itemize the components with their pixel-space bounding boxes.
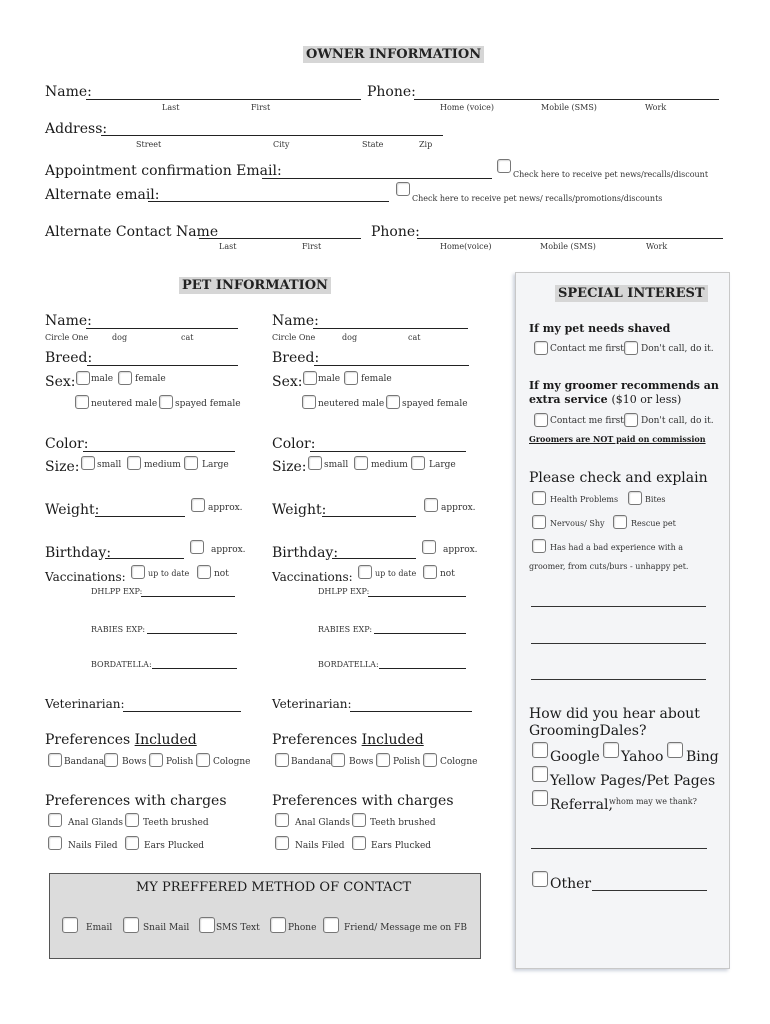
pet1-bordatella-label: BORDATELLA: [91, 660, 152, 669]
pet1-color-field[interactable] [83, 451, 235, 452]
bad-experience-label-2: groomer, from cuts/burs - unhappy pet. [529, 562, 689, 571]
pet1-name-field[interactable] [86, 328, 238, 329]
address-state-hint: State [362, 140, 384, 149]
pet1-teeth-checkbox[interactable] [125, 813, 139, 827]
pet1-small-label: small [97, 460, 122, 470]
pet2-included-word: Included [361, 732, 424, 748]
alternate-contact-first-hint: First [302, 242, 322, 251]
pet2-up-to-date-label: up to date [375, 569, 417, 578]
pet1-sex-label: Sex: [45, 374, 76, 390]
pet1-included-word: Included [134, 732, 197, 748]
pet1-weight-approx-label: approx. [208, 503, 243, 513]
pet2-ears-checkbox[interactable] [352, 836, 366, 850]
pet2-male-checkbox[interactable] [303, 371, 317, 385]
pet2-cologne-label: Cologne [440, 757, 478, 767]
pet2-large-checkbox[interactable] [411, 456, 425, 470]
google-checkbox[interactable] [532, 742, 548, 758]
pet2-anal-checkbox[interactable] [275, 813, 289, 827]
pet2-polish-checkbox[interactable] [376, 753, 390, 767]
pet2-circle-one: Circle One [272, 333, 316, 342]
pet-column-2 [272, 0, 495, 870]
pet-information-heading: PET INFORMATION [179, 277, 331, 294]
pet1-small-checkbox[interactable] [81, 456, 95, 470]
pet1-pref-charges-heading: Preferences with charges [45, 793, 227, 809]
news-checkbox-2-label: Check here to receive pet news/ recalls/promotions/discounts [412, 194, 663, 203]
pet2-medium-checkbox[interactable] [354, 456, 368, 470]
pet1-large-label: Large [202, 460, 229, 470]
contact-email-checkbox[interactable] [62, 917, 78, 933]
pet1-vaccinations-label: Vaccinations: [45, 570, 126, 584]
owner-address-label: Address: [45, 121, 108, 137]
pet2-bows-checkbox[interactable] [331, 753, 345, 767]
pet2-weight-approx-checkbox[interactable] [424, 498, 438, 512]
pet1-spayed-label: spayed female [175, 399, 241, 409]
pet2-size-label: Size: [272, 459, 307, 475]
pet1-neutered-checkbox[interactable] [75, 395, 89, 409]
shaved-dont-call-checkbox[interactable] [624, 341, 638, 355]
pet1-nails-label: Nails Filed [68, 841, 118, 851]
rescue-pet-label: Rescue pet [631, 519, 676, 528]
alternate-phone-work-hint: Work [646, 242, 668, 251]
pet1-bordatella-field[interactable] [152, 668, 237, 669]
pet2-bordatella-label: BORDATELLA: [318, 660, 379, 669]
alternate-phone-label: Phone: [371, 224, 420, 240]
pet1-medium-label: medium [144, 460, 181, 470]
alternate-phone-mobile-hint: Mobile (SMS) [540, 242, 596, 251]
explain-line-3[interactable] [531, 679, 706, 680]
pet1-breed-field[interactable] [87, 365, 238, 366]
pet1-rabies-label: RABIES EXP: [91, 625, 146, 634]
pet2-up-to-date-checkbox[interactable] [358, 565, 372, 579]
pet1-birthday-label: Birthday: [45, 545, 112, 561]
pet1-weight-label: Weight: [45, 502, 100, 518]
pet1-ears-checkbox[interactable] [125, 836, 139, 850]
pet-column-1 [45, 0, 265, 870]
pet2-birthday-approx-checkbox[interactable] [422, 540, 436, 554]
pet2-birthday-field[interactable] [332, 558, 416, 559]
pet2-cat-option[interactable]: cat [408, 333, 421, 342]
preferred-contact-heading: MY PREFFERED METHOD OF CONTACT [136, 880, 412, 895]
pet2-birthday-label: Birthday: [272, 545, 339, 561]
shaved-contact-first-checkbox[interactable] [534, 341, 548, 355]
pet2-neutered-label: neutered male [318, 399, 385, 409]
other-line[interactable] [592, 890, 707, 891]
pet1-color-label: Color: [45, 436, 89, 452]
pet2-breed-label: Breed: [272, 350, 320, 366]
pet1-breed-label: Breed: [45, 350, 93, 366]
bad-experience-label-1: Has had a bad experience with a [550, 543, 684, 552]
pet2-bandana-checkbox[interactable] [275, 753, 289, 767]
explain-line-1[interactable] [531, 606, 706, 607]
pet2-anal-label: Anal Glands [295, 818, 351, 828]
yellow-pages-checkbox[interactable] [532, 766, 548, 782]
special-interest-heading: SPECIAL INTEREST [555, 285, 708, 302]
pet1-male-checkbox[interactable] [76, 371, 90, 385]
alternate-email-label: Alternate email: [45, 187, 160, 203]
referral-label: Referral, [550, 797, 613, 813]
pet1-dhlpp-label: DHLPP EXP: [91, 587, 143, 596]
owner-information-heading: OWNER INFORMATION [303, 46, 484, 63]
extra-service-question [529, 379, 719, 407]
pet2-weight-label: Weight: [272, 502, 327, 518]
pet2-teeth-checkbox[interactable] [352, 813, 366, 827]
pet1-anal-label: Anal Glands [68, 818, 124, 828]
alternate-contact-last-hint: Last [219, 242, 237, 251]
pet2-bows-label: Bows [349, 757, 374, 767]
alternate-phone-home-hint: Home(voice) [440, 242, 492, 251]
pet2-vaccinations-label: Vaccinations: [272, 570, 353, 584]
address-city-hint: City [273, 140, 290, 149]
pet1-teeth-label: Teeth brushed [143, 818, 209, 828]
pet1-nails-checkbox[interactable] [48, 836, 62, 850]
pet1-birthday-approx-label: approx. [211, 545, 246, 555]
explain-line-2[interactable] [531, 643, 706, 644]
contact-friend-label: Friend/ Message me on FB [344, 923, 467, 933]
pet1-bandana-label: Bandana [64, 757, 105, 767]
owner-name-label: Name: [45, 84, 92, 100]
pet1-cat-option[interactable]: cat [181, 333, 194, 342]
bad-experience-checkbox[interactable] [532, 539, 546, 553]
pet1-bows-label: Bows [122, 757, 147, 767]
confirmation-email-label: Appointment confirmation Email: [45, 163, 282, 179]
pet1-not-checkbox[interactable] [197, 565, 211, 579]
pet1-spayed-checkbox[interactable] [159, 395, 173, 409]
contact-email-label: Email [86, 923, 113, 933]
pet2-weight-field[interactable] [322, 516, 416, 517]
pet2-not-checkbox[interactable] [423, 565, 437, 579]
pet1-circle-one: Circle One [45, 333, 89, 342]
pet2-small-checkbox[interactable] [308, 456, 322, 470]
pet2-breed-field[interactable] [314, 365, 469, 366]
pet1-polish-label: Polish [166, 757, 194, 767]
news-checkbox-1-label: Check here to receive pet news/recalls/discount [513, 170, 709, 179]
commission-note: Groomers are NOT paid on commission [529, 434, 706, 444]
pet1-birthday-field[interactable] [105, 558, 184, 559]
address-street-hint: Street [136, 140, 162, 149]
pet2-name-field[interactable] [313, 328, 468, 329]
referral-checkbox[interactable] [532, 790, 548, 806]
pet2-vet-label: Veterinarian: [272, 697, 352, 711]
pet1-medium-checkbox[interactable] [127, 456, 141, 470]
pet2-nails-checkbox[interactable] [275, 836, 289, 850]
pet2-dhlpp-label: DHLPP EXP: [318, 587, 370, 596]
pet2-male-label: male [318, 374, 341, 384]
rescue-pet-checkbox[interactable] [613, 515, 627, 529]
pet2-bandana-label: Bandana [291, 757, 332, 767]
contact-snail-mail-label: Snail Mail [143, 923, 190, 933]
please-check-explain: Please check and explain [529, 470, 708, 486]
bing-checkbox[interactable] [667, 742, 683, 758]
pet2-cologne-checkbox[interactable] [423, 753, 437, 767]
pet2-pref-included-heading [272, 732, 424, 748]
address-zip-hint: Zip [419, 140, 433, 149]
contact-friend-checkbox[interactable] [323, 917, 339, 933]
special-interest-panel [515, 272, 730, 969]
pet2-dhlpp-field[interactable] [368, 596, 466, 597]
alternate-contact-label: Alternate Contact Name [45, 224, 219, 240]
pet1-size-label: Size: [45, 459, 80, 475]
referral-line[interactable] [531, 848, 707, 849]
nervous-shy-checkbox[interactable] [532, 515, 546, 529]
contact-phone-checkbox[interactable] [270, 917, 286, 933]
pet2-ears-label: Ears Plucked [371, 841, 432, 851]
contact-sms-label: SMS Text [216, 923, 260, 933]
pet1-vet-label: Veterinarian: [45, 697, 125, 711]
pet1-vet-field[interactable] [123, 711, 241, 712]
yahoo-label: Yahoo [621, 749, 664, 765]
pet2-color-field[interactable] [310, 451, 466, 452]
pet1-pref-label: Preferences [45, 732, 131, 748]
pet2-small-label: small [324, 460, 349, 470]
owner-phone-work-hint: Work [645, 103, 667, 112]
pet1-female-checkbox[interactable] [118, 371, 132, 385]
owner-phone-home-hint: Home (voice) [440, 103, 495, 112]
referral-sub-label: whom may we thank? [609, 797, 697, 806]
google-label: Google [550, 749, 600, 765]
pet2-rabies-label: RABIES EXP: [318, 625, 373, 634]
pet1-male-label: male [91, 374, 114, 384]
pet2-spayed-label: spayed female [402, 399, 468, 409]
health-problems-label: Health Problems [550, 495, 619, 504]
pet1-dog-option[interactable]: dog [112, 333, 128, 342]
pet1-birthday-approx-checkbox[interactable] [190, 540, 204, 554]
owner-phone-mobile-hint: Mobile (SMS) [541, 103, 597, 112]
pet2-color-label: Color: [272, 436, 316, 452]
contact-phone-label: Phone [288, 923, 317, 933]
pet1-bows-checkbox[interactable] [104, 753, 118, 767]
yahoo-checkbox[interactable] [603, 742, 619, 758]
bites-checkbox[interactable] [628, 491, 642, 505]
pet2-sex-label: Sex: [272, 374, 303, 390]
pet1-neutered-label: neutered male [91, 399, 158, 409]
pet1-pref-included-heading [45, 732, 197, 748]
owner-name-last-hint: Last [162, 103, 180, 112]
pet2-name-label: Name: [272, 313, 319, 329]
pet2-weight-approx-label: approx. [441, 503, 476, 513]
pet2-pref-label: Preferences [272, 732, 358, 748]
extra-contact-first-checkbox[interactable] [534, 413, 548, 427]
pet2-dog-option[interactable]: dog [342, 333, 358, 342]
owner-phone-label: Phone: [367, 84, 416, 100]
extra-dont-call-checkbox[interactable] [624, 413, 638, 427]
pet2-female-checkbox[interactable] [344, 371, 358, 385]
preferred-contact-panel [49, 873, 481, 959]
pet1-bandana-checkbox[interactable] [48, 753, 62, 767]
pet1-name-label: Name: [45, 313, 92, 329]
extra-dont-call-label: Don't call, do it. [641, 416, 714, 426]
pet1-dhlpp-field[interactable] [141, 596, 235, 597]
pet2-rabies-field[interactable] [374, 633, 466, 634]
pet2-female-label: female [361, 374, 392, 384]
pet2-birthday-approx-label: approx. [443, 545, 478, 555]
pet1-not-label: not [214, 569, 229, 579]
shaved-dont-call-label: Don't call, do it. [641, 344, 714, 354]
owner-name-first-hint: First [251, 103, 271, 112]
health-problems-checkbox[interactable] [532, 491, 546, 505]
pet2-teeth-label: Teeth brushed [370, 818, 436, 828]
pet1-cologne-label: Cologne [213, 757, 251, 767]
extra-contact-first-label: Contact me first [550, 416, 624, 426]
pet1-large-checkbox[interactable] [184, 456, 198, 470]
pet1-up-to-date-label: up to date [148, 569, 190, 578]
pet1-female-label: female [135, 374, 166, 384]
other-label: Other [550, 876, 592, 892]
pet2-not-label: not [440, 569, 455, 579]
pet2-spayed-checkbox[interactable] [386, 395, 400, 409]
extra-service-text: If my groomer recommends an extra service [529, 379, 719, 406]
hear-about-question: How did you hear about GroomingDales? [529, 706, 700, 739]
pet2-bordatella-field[interactable] [379, 668, 466, 669]
bing-label: Bing [686, 749, 719, 765]
pet1-weight-field[interactable] [95, 516, 185, 517]
pet2-polish-label: Polish [393, 757, 421, 767]
pet2-nails-label: Nails Filed [295, 841, 345, 851]
nervous-shy-label: Nervous/ Shy [550, 519, 605, 528]
pet2-pref-charges-heading: Preferences with charges [272, 793, 454, 809]
pet2-medium-label: medium [371, 460, 408, 470]
pet1-up-to-date-checkbox[interactable] [131, 565, 145, 579]
extra-service-cost: ($10 or less) [611, 393, 682, 406]
shaved-question: If my pet needs shaved [529, 322, 671, 335]
pet1-anal-checkbox[interactable] [48, 813, 62, 827]
yellow-pages-label: Yellow Pages/Pet Pages [550, 773, 716, 789]
pet2-large-label: Large [429, 460, 456, 470]
pet1-weight-approx-checkbox[interactable] [191, 498, 205, 512]
contact-sms-checkbox[interactable] [199, 917, 215, 933]
pet2-neutered-checkbox[interactable] [302, 395, 316, 409]
pet2-vet-field[interactable] [350, 711, 472, 712]
contact-snail-mail-checkbox[interactable] [123, 917, 139, 933]
pet1-cologne-checkbox[interactable] [196, 753, 210, 767]
pet1-rabies-field[interactable] [147, 633, 237, 634]
bites-label: Bites [645, 495, 666, 504]
other-checkbox[interactable] [532, 871, 548, 887]
pet1-ears-label: Ears Plucked [144, 841, 205, 851]
news-checkbox-1[interactable] [497, 159, 511, 173]
shaved-contact-first-label: Contact me first [550, 344, 624, 354]
pet1-polish-checkbox[interactable] [149, 753, 163, 767]
